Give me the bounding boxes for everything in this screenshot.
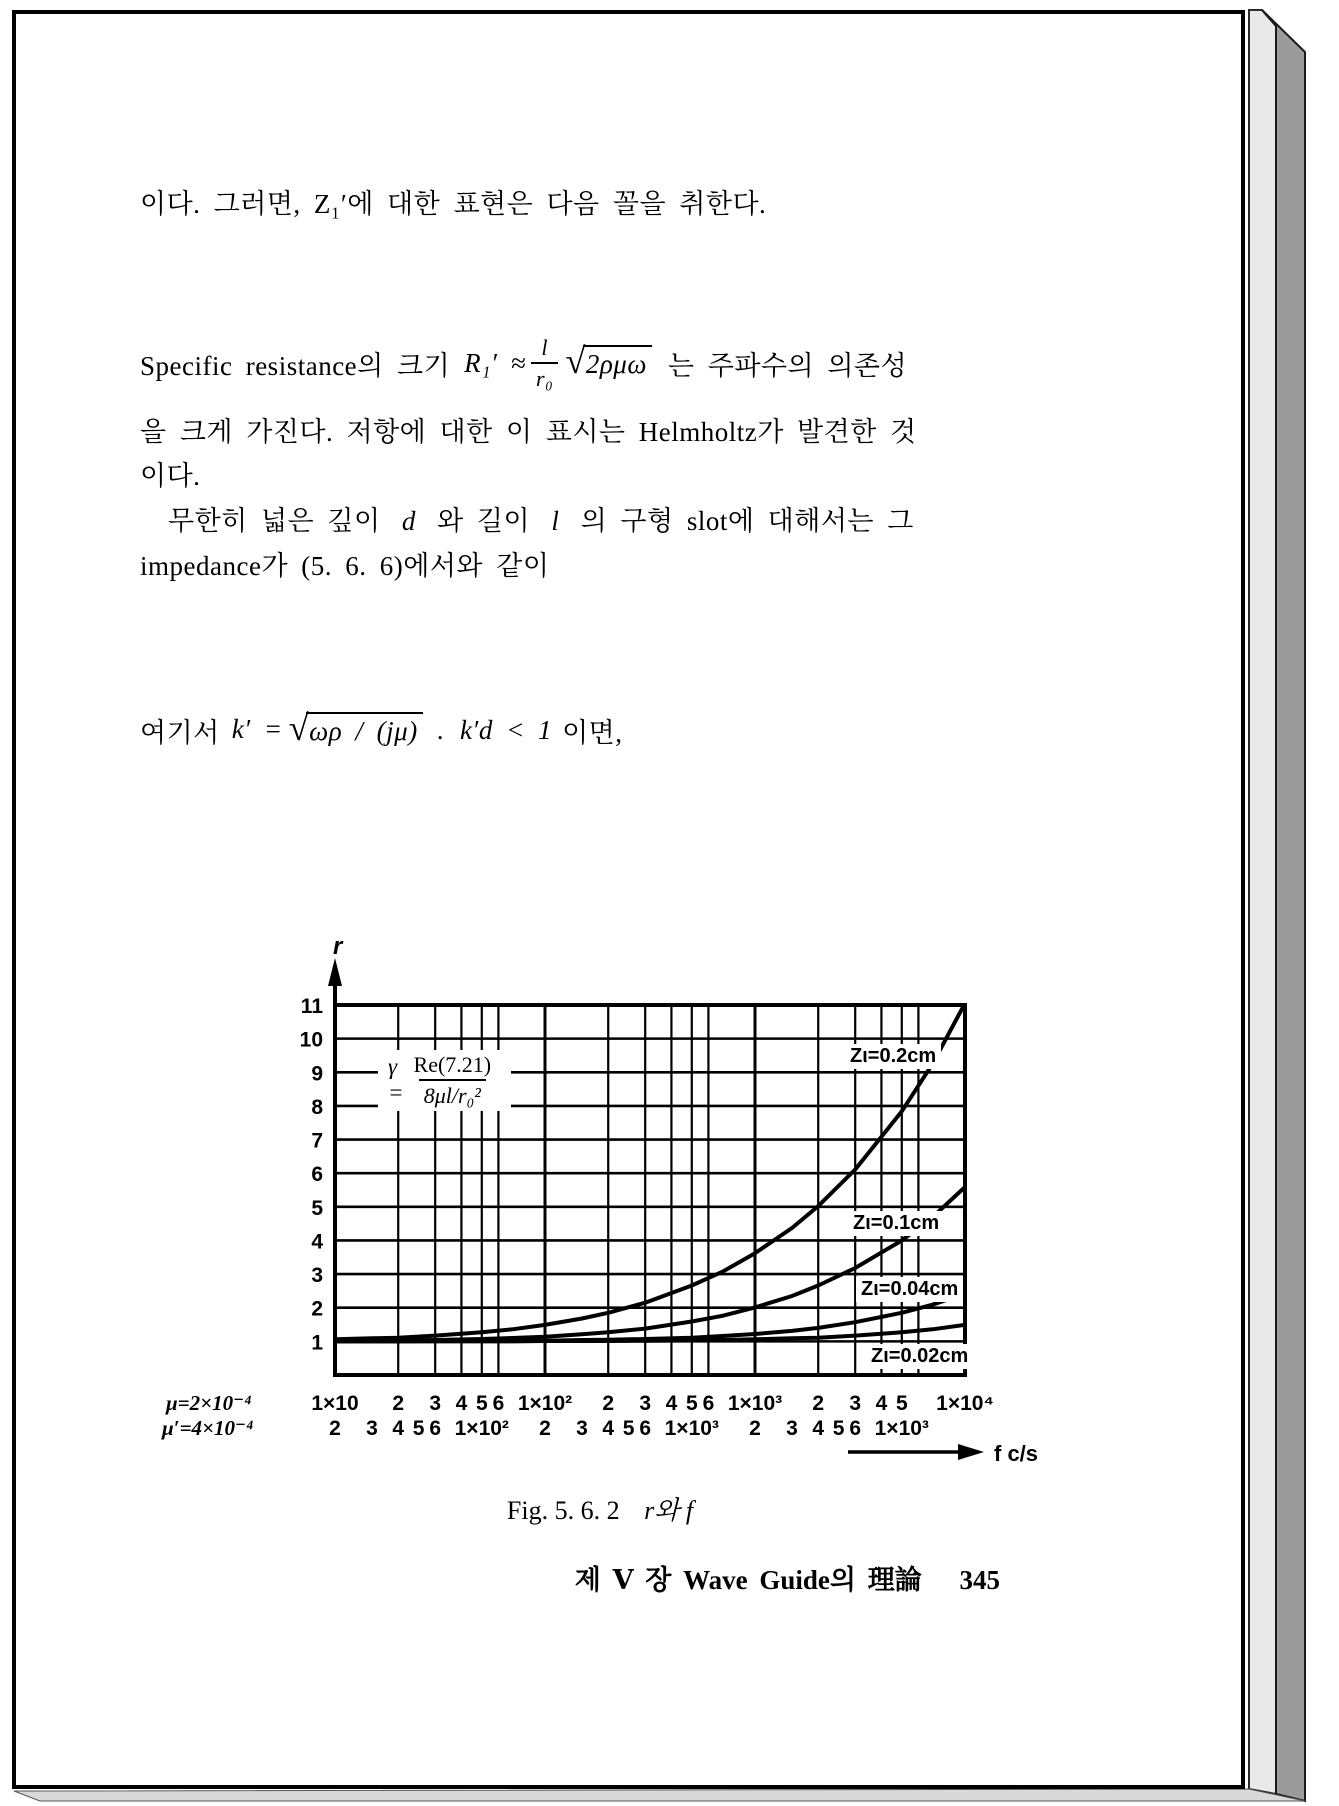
p3-var-d: d [401,506,416,536]
svg-text:5: 5 [311,1196,323,1220]
gamma-num: Re(7.21) [413,1052,492,1077]
svg-text:6: 6 [429,1417,442,1440]
svg-text:r: r [333,940,343,960]
svg-text:6: 6 [492,1392,505,1415]
paragraph-intro-text: 이다. 그러면, Z₁′에 대한 표현은 다음 꼴을 취한다. [140,189,767,219]
svg-text:11: 11 [300,995,323,1018]
curve-label-0.04cm: Zι=0.04cm [856,1277,963,1302]
paragraph-intro [140,182,766,221]
svg-text:3: 3 [311,1264,323,1288]
svg-text:2: 2 [749,1417,761,1440]
svg-text:2: 2 [392,1392,405,1415]
svg-text:2: 2 [812,1392,825,1415]
svg-text:4: 4 [875,1392,888,1415]
paragraph-specific-resistance [140,332,907,394]
svg-text:4: 4 [392,1417,405,1440]
svg-text:1×10²: 1×10² [454,1417,509,1440]
svg-text:6: 6 [702,1392,715,1415]
p4-pre: 여기서 [140,717,220,748]
p4-suffix: 이면, [562,717,623,748]
page-footer [500,1558,1000,1597]
caption-label: r와 f [644,1496,694,1525]
p3-t3: 의 구형 slot에 대해서는 그 [580,506,914,536]
svg-text:5: 5 [475,1392,488,1415]
p3-line2: impedance가 (5. 6. 6)에서와 같이 [140,551,550,581]
p2-line2: 을 크게 가진다. 저항에 대한 이 표시는 Helmholtz가 발견한 것 [140,417,917,447]
p2-math-radicand: 2ρμω [583,345,652,380]
svg-text:2: 2 [329,1417,341,1440]
p3-t2: 와 길이 [437,506,531,536]
svg-text:3: 3 [429,1392,442,1415]
page-bottom-edge [14,1789,1305,1801]
svg-text:2: 2 [311,1297,323,1321]
caption-fig: Fig. 5. 6. 2 [506,1496,620,1525]
paragraph-helmholtz [140,410,917,449]
radical-sign: √ [565,340,586,381]
radical-sign: √ [288,707,310,748]
svg-text:1×10²: 1×10² [517,1392,573,1415]
p2-post: 는 주파수의 의존성 [667,350,908,381]
curve-label-0.2cm: Zι=0.2cm [845,1044,941,1069]
p2-inline-math [464,335,654,392]
curve-label-0.1cm: Zι=0.1cm [848,1211,944,1236]
svg-text:3: 3 [849,1392,862,1415]
p4-dot: . [436,714,444,745]
page-stack-light [1249,10,1276,1794]
paragraph-ida [140,454,200,493]
gamma-den: 8μl/r₀² [419,1079,486,1108]
svg-text:3: 3 [576,1417,588,1440]
gamma-fraction [409,1052,497,1109]
svg-text:6: 6 [639,1417,652,1440]
svg-text:6: 6 [311,1163,323,1187]
svg-text:2: 2 [539,1417,551,1440]
svg-text:μ=2×10⁻⁴: μ=2×10⁻⁴ [166,1391,252,1415]
p3-t1: 무한히 넓은 깊이 [168,506,381,536]
svg-text:4: 4 [455,1392,468,1415]
svg-text:μ′=4×10⁻⁴: μ′=4×10⁻⁴ [162,1416,254,1440]
svg-text:1×10: 1×10 [311,1392,359,1415]
svg-text:10: 10 [299,1028,323,1052]
paragraph-impedance [140,544,549,583]
footer-chapter: 제 Ⅴ 장 Wave Guide의 理論 [574,1565,922,1595]
p2-math-fraction [531,335,558,392]
p4-cond: k′d < 1 [459,714,553,745]
gamma-lhs: γ = [388,1054,404,1106]
svg-text:5: 5 [895,1392,908,1415]
svg-text:3: 3 [639,1392,652,1415]
footer-page-number: 345 [959,1565,1000,1595]
p2-pre: Specific resistance의 크기 [140,350,451,381]
svg-text:1×10³: 1×10³ [664,1417,719,1440]
svg-text:8: 8 [311,1095,323,1119]
p2-math-den: r₀ [531,362,558,391]
gamma-annotation [378,1050,511,1111]
svg-text:4: 4 [602,1417,615,1440]
svg-text:4: 4 [311,1230,323,1254]
svg-text:5: 5 [685,1392,698,1415]
p4-inline-math [231,707,425,748]
svg-text:6: 6 [849,1417,862,1440]
svg-text:1×10³: 1×10³ [727,1392,783,1415]
svg-text:7: 7 [311,1129,323,1153]
p4-math-radicand: ωρ / (jμ) [306,712,423,747]
svg-text:5: 5 [412,1417,425,1440]
figure-caption [430,1490,770,1527]
svg-text:1: 1 [311,1331,323,1355]
p3-var-l: l [551,506,560,536]
curve-label-0.02cm: Zι=0.02cm [866,1344,973,1369]
svg-text:2: 2 [602,1392,615,1415]
p4-math-radical [288,707,423,748]
svg-text:4: 4 [812,1417,825,1440]
svg-text:f c/s: f c/s [994,1441,1039,1466]
svg-text:3: 3 [786,1417,798,1440]
paragraph-k-prime [140,702,622,758]
p2-line3: 이다. [140,461,201,491]
svg-text:1×10³: 1×10³ [874,1417,929,1440]
p2-math-lhs: R₁′ ≈ [464,347,527,378]
svg-text:3: 3 [366,1417,378,1440]
p2-math-radical [565,340,652,381]
svg-text:4: 4 [665,1392,678,1415]
paragraph-slot [168,499,914,538]
p2-math-num: l [541,334,548,360]
svg-text:1×10⁴: 1×10⁴ [936,1392,994,1415]
p4-math-lhs: k′ = [231,714,283,745]
svg-text:5: 5 [622,1417,635,1440]
svg-text:5: 5 [832,1417,845,1440]
svg-text:9: 9 [311,1062,323,1086]
